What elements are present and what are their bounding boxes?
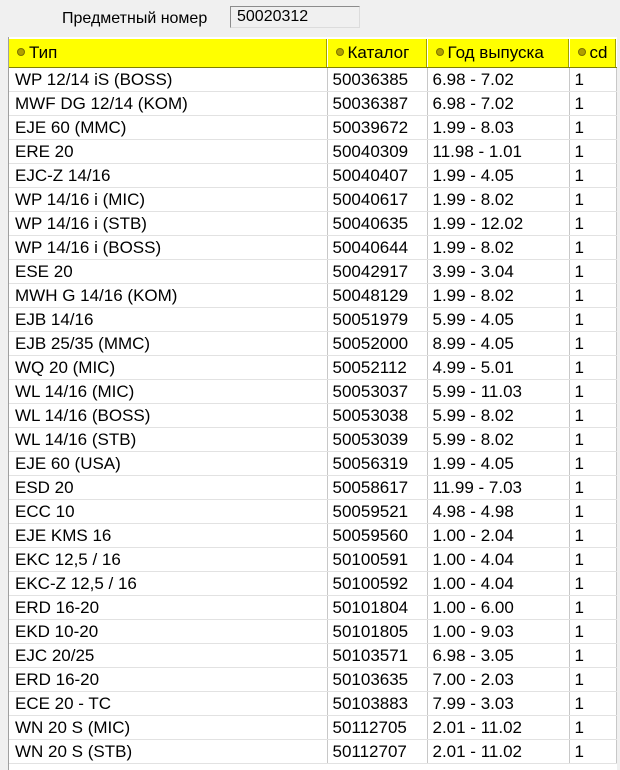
- models-grid[interactable]: [8, 37, 617, 770]
- cell-cd: 1: [569, 668, 616, 692]
- cell-type: WL 14/16 (BOSS): [9, 404, 327, 428]
- cell-year: 7.99 - 3.03: [427, 692, 569, 716]
- cell-type: EKD 10-20: [9, 620, 327, 644]
- cell-cd: 1: [569, 332, 616, 356]
- cell-catalog: 50059560: [327, 524, 427, 548]
- table-row[interactable]: [9, 668, 616, 692]
- cell-cd: 1: [569, 476, 616, 500]
- cell-type: EKC-Z 12,5 / 16: [9, 572, 327, 596]
- header-row: [9, 38, 616, 68]
- cell-cd: 1: [569, 452, 616, 476]
- sort-indicator-icon: [336, 48, 344, 56]
- cell-catalog: 50051979: [327, 308, 427, 332]
- table-row[interactable]: [9, 404, 616, 428]
- cell-type: ERD 16-20: [9, 668, 327, 692]
- cell-year: 3.99 - 3.04: [427, 260, 569, 284]
- cell-catalog: 50053037: [327, 380, 427, 404]
- cell-catalog: 50103883: [327, 692, 427, 716]
- table-row[interactable]: [9, 524, 616, 548]
- cell-type: EJC-Z 14/16: [9, 164, 327, 188]
- cell-catalog: 50053039: [327, 428, 427, 452]
- cell-catalog: 50039672: [327, 116, 427, 140]
- cell-cd: 1: [569, 596, 616, 620]
- column-header-year[interactable]: [427, 38, 569, 68]
- cell-year: 6.98 - 7.02: [427, 68, 569, 92]
- cell-cd: 1: [569, 140, 616, 164]
- cell-catalog: 50040617: [327, 188, 427, 212]
- cell-type: ECC 10: [9, 500, 327, 524]
- table-row[interactable]: [9, 692, 616, 716]
- cell-catalog: 50103571: [327, 644, 427, 668]
- cell-catalog: 50052112: [327, 356, 427, 380]
- cell-cd: 1: [569, 644, 616, 668]
- cell-year: 2.01 - 11.02: [427, 740, 569, 764]
- cell-type: EJE 60 (MMC): [9, 116, 327, 140]
- cell-year: 1.99 - 8.02: [427, 284, 569, 308]
- cell-catalog: 50036385: [327, 68, 427, 92]
- table-row[interactable]: [9, 212, 616, 236]
- cell-type: WP 12/14 iS (BOSS): [9, 68, 327, 92]
- table-row[interactable]: [9, 356, 616, 380]
- cell-year: 1.00 - 2.04: [427, 524, 569, 548]
- cell-catalog: 50040644: [327, 236, 427, 260]
- cell-catalog: 50101804: [327, 596, 427, 620]
- cell-cd: 1: [569, 572, 616, 596]
- cell-year: 5.99 - 8.02: [427, 428, 569, 452]
- table-row[interactable]: [9, 452, 616, 476]
- sort-indicator-icon: [578, 48, 586, 56]
- cell-type: WN 20 S (STB): [9, 740, 327, 764]
- cell-catalog: 50036387: [327, 92, 427, 116]
- cell-type: WL 14/16 (STB): [9, 428, 327, 452]
- cell-year: 4.98 - 4.98: [427, 500, 569, 524]
- cell-year: 1.00 - 9.03: [427, 620, 569, 644]
- cell-cd: 1: [569, 116, 616, 140]
- table-row[interactable]: [9, 596, 616, 620]
- cell-type: MWH G 14/16 (KOM): [9, 284, 327, 308]
- table-row[interactable]: [9, 236, 616, 260]
- table-row[interactable]: [9, 428, 616, 452]
- cell-year: 1.99 - 8.03: [427, 116, 569, 140]
- table-row[interactable]: [9, 308, 616, 332]
- table-row[interactable]: [9, 92, 616, 116]
- cell-year: 1.99 - 12.02: [427, 212, 569, 236]
- column-header-label: cd: [589, 43, 608, 62]
- table-row[interactable]: [9, 620, 616, 644]
- cell-catalog: 50040635: [327, 212, 427, 236]
- cell-cd: 1: [569, 380, 616, 404]
- table-row[interactable]: [9, 572, 616, 596]
- cell-year: 6.98 - 7.02: [427, 92, 569, 116]
- cell-catalog: 50112705: [327, 716, 427, 740]
- cell-catalog: 50053038: [327, 404, 427, 428]
- cell-catalog: 50040309: [327, 140, 427, 164]
- cell-type: WL 14/16 (MIC): [9, 380, 327, 404]
- cell-cd: 1: [569, 260, 616, 284]
- cell-type: ECE 20 - TC: [9, 692, 327, 716]
- cell-cd: 1: [569, 356, 616, 380]
- cell-type: ERD 16-20: [9, 596, 327, 620]
- table-row[interactable]: [9, 164, 616, 188]
- column-header-label: Тип: [29, 43, 58, 62]
- cell-type: EJC 20/25: [9, 644, 327, 668]
- table-row[interactable]: [9, 188, 616, 212]
- cell-type: ERE 20: [9, 140, 327, 164]
- cell-catalog: 50040407: [327, 164, 427, 188]
- cell-type: WP 14/16 i (BOSS): [9, 236, 327, 260]
- cell-catalog: 50056319: [327, 452, 427, 476]
- cell-year: 1.99 - 8.02: [427, 236, 569, 260]
- cell-year: 6.98 - 3.05: [427, 644, 569, 668]
- table-row[interactable]: [9, 68, 616, 92]
- cell-cd: 1: [569, 548, 616, 572]
- cell-year: 1.99 - 8.02: [427, 188, 569, 212]
- models-table: [9, 37, 617, 764]
- table-row[interactable]: [9, 548, 616, 572]
- sort-indicator-icon: [17, 48, 25, 56]
- cell-catalog: 50101805: [327, 620, 427, 644]
- cell-type: EJE KMS 16: [9, 524, 327, 548]
- sort-indicator-icon: [436, 48, 444, 56]
- cell-type: MWF DG 12/14 (KOM): [9, 92, 327, 116]
- cell-catalog: 50048129: [327, 284, 427, 308]
- column-header-label: Каталог: [347, 43, 410, 62]
- cell-type: WQ 20 (MIC): [9, 356, 327, 380]
- table-row[interactable]: [9, 380, 616, 404]
- table-row[interactable]: [9, 284, 616, 308]
- cell-year: 11.99 - 7.03: [427, 476, 569, 500]
- item-number-bar: [0, 0, 620, 36]
- cell-year: 4.99 - 5.01: [427, 356, 569, 380]
- cell-cd: 1: [569, 236, 616, 260]
- column-header-catalog[interactable]: [327, 38, 427, 68]
- table-row[interactable]: [9, 140, 616, 164]
- cell-year: 1.00 - 6.00: [427, 596, 569, 620]
- cell-type: ESD 20: [9, 476, 327, 500]
- cell-cd: 1: [569, 212, 616, 236]
- cell-year: 1.99 - 4.05: [427, 452, 569, 476]
- cell-cd: 1: [569, 524, 616, 548]
- cell-type: EKC 12,5 / 16: [9, 548, 327, 572]
- table-row[interactable]: [9, 740, 616, 764]
- cell-cd: 1: [569, 188, 616, 212]
- cell-type: WP 14/16 i (STB): [9, 212, 327, 236]
- cell-catalog: 50059521: [327, 500, 427, 524]
- cell-year: 7.00 - 2.03: [427, 668, 569, 692]
- cell-year: 1.99 - 4.05: [427, 164, 569, 188]
- column-header-cd[interactable]: [569, 38, 616, 68]
- table-body: [9, 68, 616, 764]
- item-number-label: Предметный номер: [62, 10, 208, 27]
- cell-catalog: 50100591: [327, 548, 427, 572]
- cell-cd: 1: [569, 428, 616, 452]
- cell-cd: 1: [569, 620, 616, 644]
- cell-year: 8.99 - 4.05: [427, 332, 569, 356]
- cell-cd: 1: [569, 692, 616, 716]
- cell-catalog: 50103635: [327, 668, 427, 692]
- table-row[interactable]: [9, 644, 616, 668]
- cell-cd: 1: [569, 68, 616, 92]
- cell-catalog: 50058617: [327, 476, 427, 500]
- cell-cd: 1: [569, 308, 616, 332]
- cell-cd: 1: [569, 92, 616, 116]
- cell-cd: 1: [569, 404, 616, 428]
- cell-type: EJB 14/16: [9, 308, 327, 332]
- cell-year: 11.98 - 1.01: [427, 140, 569, 164]
- cell-type: ESE 20: [9, 260, 327, 284]
- cell-cd: 1: [569, 164, 616, 188]
- table-row[interactable]: [9, 332, 616, 356]
- table-row[interactable]: [9, 260, 616, 284]
- table-row[interactable]: [9, 476, 616, 500]
- cell-type: WN 20 S (MIC): [9, 716, 327, 740]
- item-number-field[interactable]: 50020312: [230, 6, 360, 28]
- cell-catalog: 50112707: [327, 740, 427, 764]
- cell-cd: 1: [569, 716, 616, 740]
- cell-catalog: 50042917: [327, 260, 427, 284]
- cell-cd: 1: [569, 284, 616, 308]
- cell-year: 5.99 - 4.05: [427, 308, 569, 332]
- cell-year: 2.01 - 11.02: [427, 716, 569, 740]
- cell-year: 1.00 - 4.04: [427, 548, 569, 572]
- column-header-label: Год выпуска: [447, 43, 544, 62]
- cell-cd: 1: [569, 740, 616, 764]
- cell-catalog: 50052000: [327, 332, 427, 356]
- cell-year: 5.99 - 11.03: [427, 380, 569, 404]
- table-row[interactable]: [9, 716, 616, 740]
- cell-cd: 1: [569, 500, 616, 524]
- cell-type: EJB 25/35 (MMC): [9, 332, 327, 356]
- cell-catalog: 50100592: [327, 572, 427, 596]
- cell-year: 5.99 - 8.02: [427, 404, 569, 428]
- cell-type: WP 14/16 i (MIC): [9, 188, 327, 212]
- cell-type: EJE 60 (USA): [9, 452, 327, 476]
- table-row[interactable]: [9, 116, 616, 140]
- table-row[interactable]: [9, 500, 616, 524]
- cell-year: 1.00 - 4.04: [427, 572, 569, 596]
- column-header-type[interactable]: [9, 38, 327, 68]
